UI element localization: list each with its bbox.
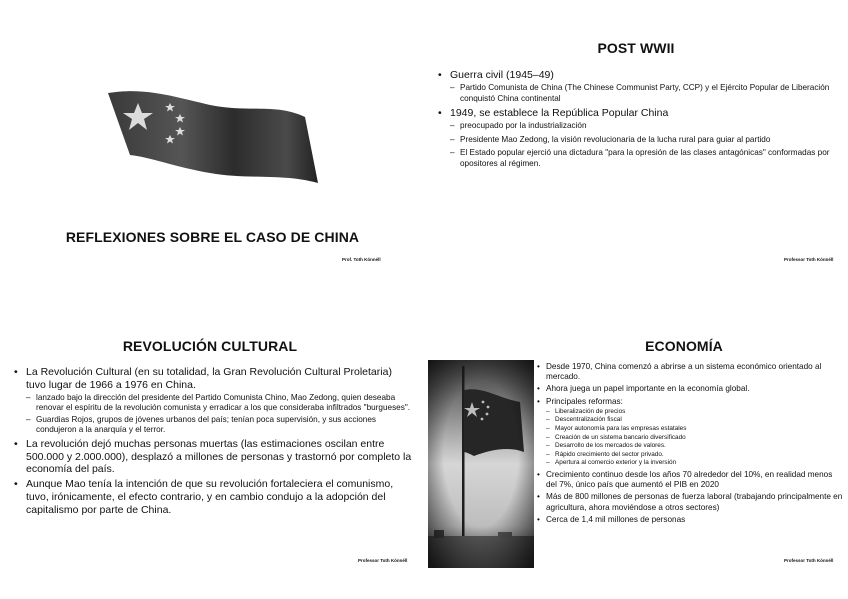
reform-text: – Rápido crecimiento del sector privado. xyxy=(555,450,664,458)
slide-title: POST WWII xyxy=(597,40,675,56)
reform-item xyxy=(546,434,843,443)
sub-bullet-item xyxy=(26,393,412,414)
reform-item xyxy=(546,451,843,460)
slide-3 xyxy=(0,300,424,599)
sub-bullet-item xyxy=(450,135,838,146)
reform-text: – Creación de un sistema bancario diversificado xyxy=(555,433,686,441)
reform-text: – Mayor autonomía para las empresas estatales xyxy=(555,425,687,432)
bullet-text: • La Revolución Cultural (en su totalidad, la Gran Revolución Cultural Proletaria) tuvo lugar de 1966 a 1976 en China. xyxy=(26,366,392,391)
bullet-item xyxy=(537,470,843,490)
bullet-item xyxy=(14,366,412,436)
bullet-item xyxy=(438,69,838,104)
reform-item xyxy=(546,425,843,434)
sub-bullet-item xyxy=(26,415,412,436)
sub-bullet-item xyxy=(450,121,838,132)
sub-bullet-text: – preocupado por la industrialización xyxy=(460,121,587,130)
slide-credit: Prof. Toth Kónnéll xyxy=(342,257,381,262)
reform-text: – Desarrollo de los mercados de valores. xyxy=(555,442,666,450)
slide-credit: Professor Toth Kónnéll xyxy=(784,558,834,563)
reform-item xyxy=(546,459,843,468)
china-flag-photo xyxy=(428,360,534,568)
slide-title: ECONOMÍA xyxy=(645,338,723,354)
slide-credit: Professor Toth Kónnéll xyxy=(784,257,834,262)
sub-bullet-text: – El Estado popular ejerció una dictadura "para la opresión de las clases antagónicas" conformadas por opositores al régimen. xyxy=(460,148,830,168)
sub-bullet-text: – lanzado bajo la dirección del presidente del Partido Comunista Chino, Mao Zedong, quien deseaba renovar el espíritu de la revolución comunista y erradicar a los que consideraba infiltrados "burgueses". xyxy=(36,392,410,412)
slide-title: REVOLUCIÓN CULTURAL xyxy=(122,338,298,354)
bullet-item xyxy=(537,384,843,394)
bullet-text: • 1949, se establece la República Popular China xyxy=(450,107,669,119)
reform-item xyxy=(546,408,843,417)
bullet-item xyxy=(14,438,412,476)
reform-text: – Apertura al comercio exterior y la inversión xyxy=(555,459,677,467)
slide-1 xyxy=(0,0,424,299)
bullet-text: • Ahora juega un papel importante en la economía global. xyxy=(546,384,750,394)
bullet-text: • Desde 1970, China comenzó a abrirse a un sistema económico orientado al mercado. xyxy=(546,362,822,382)
bullet-text: • Guerra civil (1945–49) xyxy=(450,69,554,81)
sub-bullet-text: – Presidente Mao Zedong, la visión revolucionaria de la lucha rural para guiar al partido xyxy=(460,134,771,144)
bullet-text: • Crecimiento continuo desde los años 70 alrededor del 10%, en realidad menos del 7%, único país que aumentó el PIB en 2020 xyxy=(546,469,833,490)
bullet-text: • Aunque Mao tenía la intención de que su revolución fortaleciera el comunismo, tuvo, irónicamente, el efecto contrario, y en cambio condujo a la adopción del capitalismo por parte de China. xyxy=(26,478,394,516)
bullet-item xyxy=(537,362,843,382)
sub-bullet-item xyxy=(450,148,838,169)
slide-2 xyxy=(424,0,848,299)
bullet-text: • La revolución dejó muchas personas muertas (las estimaciones oscilan entre 500.000 y 2.000.000), desplazó a millones de personas y trastornó por completo la economía del país. xyxy=(26,437,412,476)
china-flag-image xyxy=(100,85,320,190)
bullet-text: • Principales reformas: xyxy=(546,396,623,406)
reforms-list xyxy=(546,408,843,468)
sub-bullet-item xyxy=(450,83,838,104)
bullet-list xyxy=(438,69,838,169)
bullet-list xyxy=(14,366,412,517)
sub-bullet-text: – Guardias Rojos, grupos de jóvenes urbanos del país; tenían poca supervisión, y sus acciones condujeron a la anarquía y el terror. xyxy=(36,415,376,435)
bullet-item xyxy=(537,515,843,525)
reform-text: – Liberalización de precios xyxy=(555,407,626,415)
sub-bullet-text: – Partido Comunista de China (The Chinese Communist Party, CCP) y el Ejército Popular de Liberación conquistó China continental xyxy=(460,83,830,103)
bullet-text: • Más de 800 millones de personas de fuerza laboral (trabajando principalmente en agricultura, ahora moviéndose a otros sectores) xyxy=(546,492,843,512)
slide-4 xyxy=(424,300,848,599)
reform-text: – Descentralización fiscal xyxy=(555,416,622,424)
bullet-list xyxy=(537,362,843,525)
slide-credit: Professor Toth Kónnéll xyxy=(358,558,408,563)
reform-item xyxy=(546,442,843,451)
slide-title: REFLEXIONES SOBRE EL CASO DE CHINA xyxy=(65,229,360,245)
bullet-item xyxy=(537,492,843,512)
reform-item xyxy=(546,416,843,425)
bullet-text: • Cerca de 1,4 mil millones de personas xyxy=(546,514,686,524)
bullet-item xyxy=(537,397,843,468)
bullet-item xyxy=(14,478,412,516)
bullet-item xyxy=(438,107,838,169)
